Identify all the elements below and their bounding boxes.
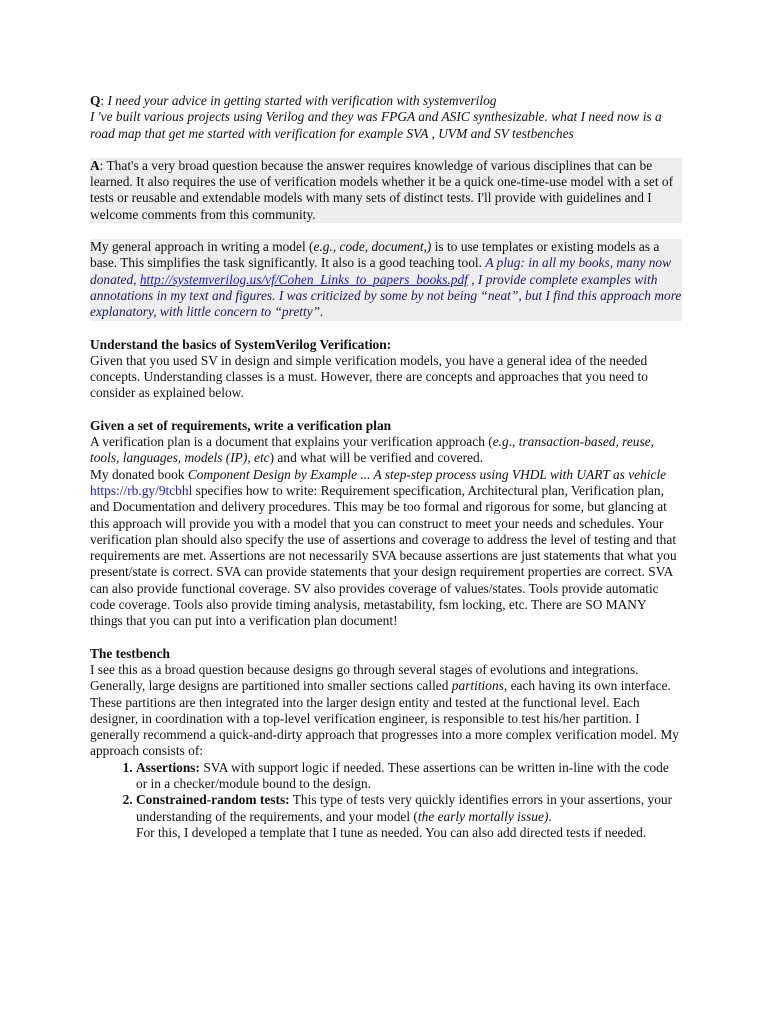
list-item-tail: . bbox=[548, 808, 552, 824]
plan-text-2a: My donated book bbox=[90, 466, 188, 482]
plan-examples: transaction-based, reuse, tools, languages, models (IP), etc bbox=[90, 434, 655, 466]
plan-paragraph-2 bbox=[90, 467, 682, 630]
document-body bbox=[90, 93, 682, 841]
list-item-italic: the early mortally issue) bbox=[417, 808, 549, 824]
list-item-text: This type of tests very quickly identifies errors in your assertions, your understanding of the requirements, and your model ( bbox=[136, 792, 673, 824]
list-item-title: Assertions: bbox=[136, 759, 200, 775]
testbench-text-1: I see this as a broad question because designs go through several stages of evolutions and integrations. Generally, large designs are partitioned into smaller sections called bbox=[90, 661, 639, 694]
list-item-text: SVA with support logic if needed. These assertions can be written in-line with the code or in a checker/module bound to the design. bbox=[136, 759, 669, 791]
approach-paragraph bbox=[90, 239, 682, 320]
plan-text-1a: A verification plan is a document that explains your verification approach ( bbox=[90, 434, 493, 450]
approach-text-2: is to use templates or existing models as a base. This simplifies the task significantly. It also is a good teaching tool. bbox=[90, 239, 660, 271]
basics-heading-text: Understand the basics of SystemVerilog Verification: bbox=[90, 336, 392, 352]
partitions-term: partitions bbox=[451, 678, 504, 694]
book-title: Component Design by Example ... A step-step process using VHDL with UART as vehicle bbox=[187, 466, 667, 482]
plan-text-2b: specifies how to write: Requirement specification, Architectural plan, Verification plan, and Documentation and delivery procedures. This may be too formal and rigorous for some, but glancing at this approach will provide you with a model that you can construct to meet your needs and schedules. Your verification plan should also specify the use of assertions and coverage to address the level of testing and that requirements are met. Assertions are not necessarily SVA because assertions are just statements that what you present/state is correct. SVA can provide statements that your design requirement properties are correct. SVA can also provide functional coverage. SV also provides coverage of values/states. Tools provide automatic code coverage. Tools also provide timing analysis, metastability, fsm locking, etc. There are SO MANY things that you can put into a verification plan document! bbox=[90, 482, 677, 629]
list-item bbox=[136, 792, 682, 841]
plan-text-1e: ) and what will be verified and covered. bbox=[269, 450, 484, 466]
basics-text: Given that you used SV in design and simple verification models, you have a general idea of the needed concepts. Understanding classes is a must. However, there are concepts and approaches that you need to consider as explained below. bbox=[90, 352, 648, 401]
question-line-1: Q: I need your advice in getting started with verification with systemverilog bbox=[90, 93, 497, 108]
plan-text-1c: ., bbox=[508, 434, 519, 450]
approach-text-3: , I provide complete examples with annotations in my text and figures. I was criticized by some by not being “neat”, but I find this approach more explanatory, with little concern to “pretty”. bbox=[90, 271, 682, 320]
answer-text: That's a very broad question because the answer requires knowledge of various disciplines that can be learned. It also requires the use of verification models whether it be a quick one-time-use model with a set of tests or reusable and extendable models with many sets of distinct tests. I'll provide with guidelines and I welcome comments from this community. bbox=[90, 157, 674, 222]
approach-list bbox=[90, 760, 682, 841]
testbench-heading-text: The testbench bbox=[90, 645, 170, 661]
testbench-heading bbox=[90, 646, 682, 662]
approach-eg: e.g., code, document,) bbox=[313, 239, 432, 255]
plan-paragraph-1 bbox=[90, 434, 682, 467]
book-link[interactable]: https://rb.gy/9tcbhl bbox=[90, 482, 193, 498]
basics-heading bbox=[90, 337, 682, 353]
approach-text-1: My general approach in writing a model ( bbox=[90, 239, 314, 255]
question-detail: I 've built various projects using Verilog and they was FPGA and ASIC synthesizable. what I need now is a road map that get me started with verification for example SVA , UVM and SV testbenches bbox=[90, 109, 662, 141]
question-label: Q bbox=[90, 93, 101, 108]
question-text: I need your advice in getting started with verification with systemverilog bbox=[107, 93, 497, 108]
books-link[interactable]: http://systemverilog.us/vf/Cohen_Links_to_papers_books.pdf bbox=[139, 271, 468, 287]
list-item bbox=[136, 760, 682, 793]
answer-label: A bbox=[90, 157, 100, 173]
testbench-paragraph bbox=[90, 662, 682, 760]
list-item-title: Constrained-random tests: bbox=[136, 792, 290, 808]
answer-paragraph: A: That's a very broad question because the answer requires knowledge of various disciplines that can be learned. It also requires the use of verification models whether it be a quick one-time-use model with a set of tests or reusable and extendable models with many sets of distinct tests. I'll provide with guidelines and I welcome comments from this community. bbox=[90, 158, 682, 223]
testbench-text-2: , each having its own interface. These partitions are then integrated into the larger design entity and tested at the functional level. Each designer, in coordination with a top-level verification engineer, is responsible to test his/her partition. I generally recommend a quick-and-dirty approach that progresses into a more complex verification model. My approach consists of: bbox=[90, 678, 679, 759]
plan-heading-text: Given a set of requirements, write a verification plan bbox=[90, 417, 392, 433]
plan-eg: e.g bbox=[492, 434, 509, 450]
list-item-extra: For this, I developed a template that I tune as needed. You can also add directed tests if needed. bbox=[136, 824, 647, 840]
approach-plug: A plug: in all my books, many now donated, bbox=[90, 255, 672, 287]
plan-heading bbox=[90, 418, 682, 434]
